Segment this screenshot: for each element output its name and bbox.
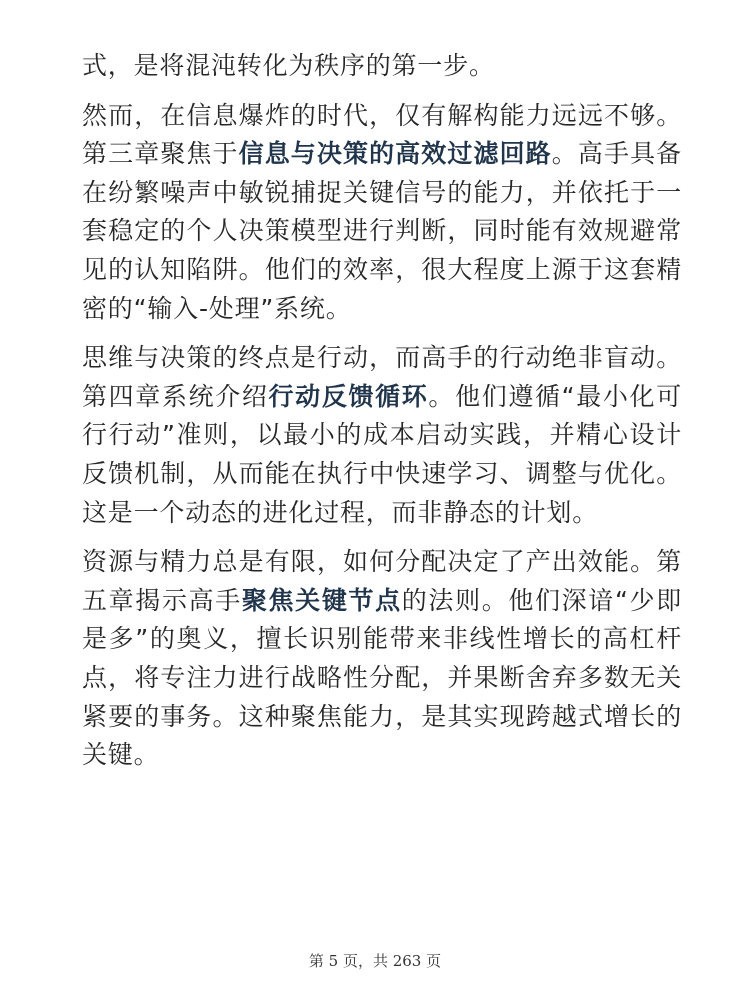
paragraph-text: 思维与决策的终点是行动，而高手的行动绝非盲动。第四章系统介绍 <box>82 343 682 411</box>
paragraph-text: 资源与精力总是有限，如何分配决定了产出效能。第五章揭示高手 <box>82 547 682 615</box>
paragraph-text: 然而，在信息爆炸的时代，仅有解构能力远远不够。第三章聚焦于 <box>82 100 682 169</box>
paragraph-text: 式，是将混沌转化为秩序的第一步。 <box>82 51 495 80</box>
chapter-4-highlight: 行动反馈循环 <box>268 381 429 411</box>
paragraph-text: 的法则。他们深谙“少即是多”的奥义，擅长识别能带来非线性增长的高杠杆点，将专注力进行战略性分配，并果断舍弃多数无关紧要的事务。这种聚焦能力，是其实现跨越式增长的关键。 <box>82 585 682 770</box>
paragraph-chapter-4 <box>82 339 682 532</box>
paragraph-text: 。高手具备在纷繁噪声中敏锐捕捉关键信号的能力，并依托于一套稳定的个人决策模型进行判断，同时能有效规避常见的认知陷阱。他们的效率，很大程度上源于这套精密的“输入-处理”系统。 <box>82 139 682 323</box>
paragraph-intro-tail <box>82 47 682 86</box>
chapter-5-highlight: 聚焦关键节点 <box>241 585 402 615</box>
paragraph-chapter-3 <box>82 97 682 329</box>
page-number-footer: 第 5 页，共 263 页 <box>308 952 442 970</box>
paragraph-chapter-5 <box>82 543 682 775</box>
paragraph-text: 。他们遵循“最小化可行行动”准则，以最小的成本启动实践，并精心设计反馈机制，从而能在执行中快速学习、调整与优化。这是一个动态的进化过程，而非静态的计划。 <box>82 381 682 527</box>
chapter-3-highlight: 信息与决策的高效过滤回路 <box>238 139 552 169</box>
document-body <box>82 47 682 775</box>
